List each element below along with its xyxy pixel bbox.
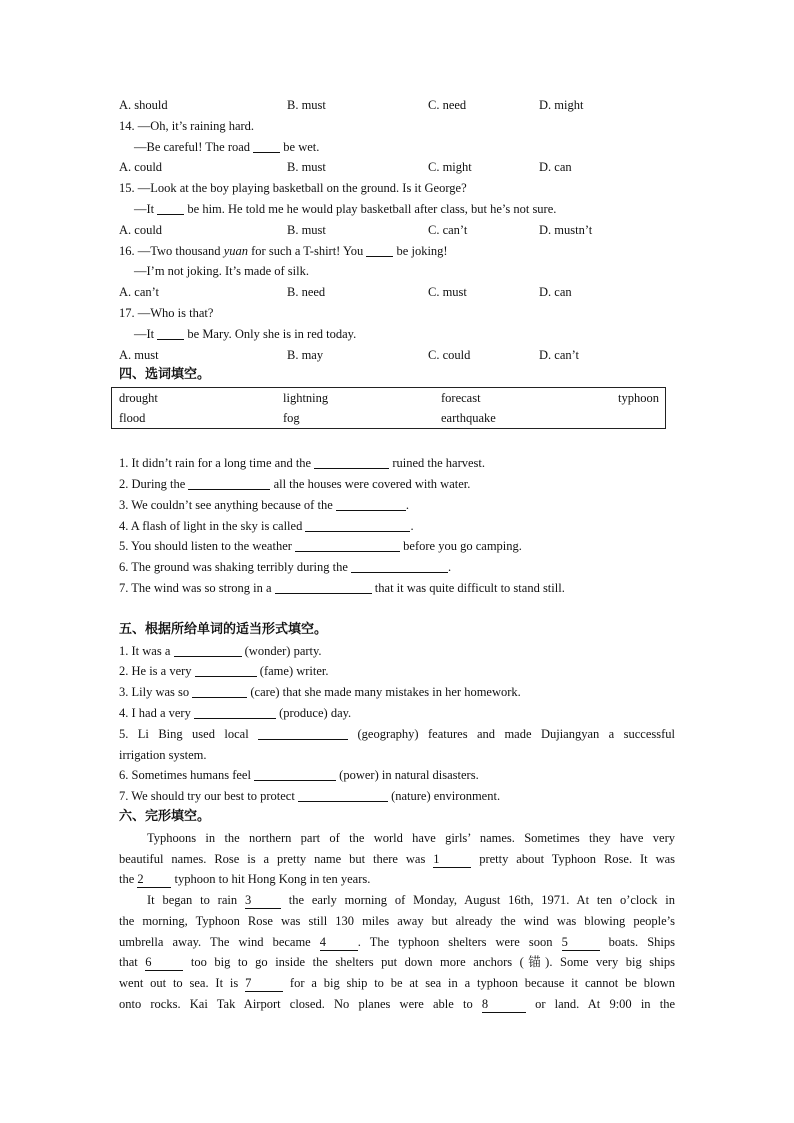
s4-item-1 bbox=[119, 453, 675, 474]
q15-option-a: A. could bbox=[119, 222, 163, 237]
cloze-line: Typhoons in the northern part of the world have girls’ names. Sometimes they have very bbox=[147, 830, 675, 845]
cloze-text: boats. Ships bbox=[608, 934, 675, 949]
cloze-blank-8: 8 bbox=[482, 997, 526, 1013]
word-bank-box bbox=[111, 387, 666, 429]
q15-option-c: C. can’t bbox=[428, 222, 468, 237]
q17-reply bbox=[119, 324, 675, 345]
s5-item-2 bbox=[119, 661, 675, 682]
q15-reply-start: —It bbox=[134, 201, 155, 216]
s5-item-1 bbox=[119, 641, 675, 662]
s4-item-2 bbox=[119, 474, 675, 495]
cloze-text: beautiful names. Rose is a pretty name but there was bbox=[119, 851, 426, 866]
fill-blank bbox=[195, 662, 257, 677]
cloze-text: It began to rain bbox=[147, 893, 238, 908]
q17-reply-end: be Mary. Only she is in red today. bbox=[187, 326, 357, 341]
q16-option-d: D. can bbox=[539, 285, 572, 300]
q14-option-d: D. can bbox=[539, 160, 572, 175]
fill-blank bbox=[258, 725, 348, 740]
fill-blank bbox=[351, 558, 448, 573]
q16-stem-end: be joking! bbox=[396, 243, 448, 258]
cloze-paragraph-2 bbox=[119, 890, 675, 1015]
s4-item-6 bbox=[119, 557, 675, 578]
s4-item-text: 5. You should listen to the weather bbox=[119, 539, 292, 554]
q14-reply-start: —Be careful! The road bbox=[134, 139, 251, 154]
fill-blank bbox=[254, 766, 336, 781]
s5-item-4 bbox=[119, 703, 675, 724]
s4-item-text: 7. The wind was so strong in a bbox=[119, 580, 272, 595]
q13-option-b: B. must bbox=[287, 98, 326, 112]
s4-item-text: . bbox=[410, 518, 414, 533]
fill-blank bbox=[336, 496, 406, 511]
q15-options bbox=[119, 220, 675, 241]
cloze-text: the early morning of Monday, August 16th, 1971. At ten o’clock in bbox=[288, 893, 676, 908]
fill-blank bbox=[295, 537, 400, 552]
q15-reply bbox=[119, 199, 675, 220]
q13-option-d: D. might bbox=[539, 98, 584, 112]
s4-item-3 bbox=[119, 495, 675, 516]
cloze-text: onto rocks. Kai Tak Airport closed. No planes were able to bbox=[119, 997, 473, 1012]
cloze-text: . The typhoon shelters were soon bbox=[357, 934, 553, 949]
q14-option-c: C. might bbox=[428, 160, 472, 175]
q13-option-c: C. need bbox=[428, 98, 467, 112]
word-bank-word: fog bbox=[283, 411, 300, 426]
s4-item-text: that it was quite difficult to stand still. bbox=[374, 580, 565, 595]
cloze-text: the bbox=[119, 872, 135, 887]
fill-blank bbox=[192, 683, 247, 698]
fill-blank bbox=[275, 579, 372, 594]
q15-stem: 15. —Look at the boy playing basketball on the ground. Is it George? bbox=[119, 181, 467, 196]
s4-item-text: 3. We couldn’t see anything because of the bbox=[119, 497, 333, 512]
cloze-blank-5: 5 bbox=[562, 935, 600, 951]
section6-heading: 六、完形填空。 bbox=[119, 808, 211, 824]
worksheet-page bbox=[119, 95, 675, 1015]
q14-stem: 14. —Oh, it’s raining hard. bbox=[119, 118, 255, 133]
q16-stem-start: 16. —Two thousand bbox=[119, 243, 221, 258]
fill-blank bbox=[305, 517, 410, 532]
s5-item-5 bbox=[119, 724, 675, 766]
q16-stem-mid: for such a T-shirt! You bbox=[251, 243, 364, 258]
cloze-line bbox=[119, 890, 675, 911]
s5-item-3 bbox=[119, 682, 675, 703]
cloze-text: pretty about Typhoon Rose. It was bbox=[479, 851, 676, 866]
q17-option-a: A. must bbox=[119, 347, 159, 362]
cloze-text: went out to sea. It is bbox=[119, 976, 239, 991]
q16-stem-italic: yuan bbox=[223, 243, 248, 258]
cloze-line: the morning, Typhoon Rose was still 130 miles away but already the wind was blowing people’s bbox=[119, 913, 675, 928]
cloze-blank-4: 4 bbox=[320, 935, 358, 951]
section4-heading: 四、选词填空。 bbox=[119, 367, 211, 383]
word-bank-word: earthquake bbox=[441, 411, 496, 426]
cloze-blank-7: 7 bbox=[245, 976, 283, 992]
s5-item-6 bbox=[119, 765, 675, 786]
cloze-text: too big to go inside the shelters put down more anchors (锚). Some very big ships bbox=[190, 955, 675, 970]
s5-item-5-line bbox=[119, 724, 675, 745]
q14-options bbox=[119, 157, 675, 178]
fill-blank bbox=[194, 704, 276, 719]
cloze-blank-1: 1 bbox=[433, 852, 471, 868]
cloze-text: or land. At 9:00 in the bbox=[535, 997, 675, 1012]
s5-item-text: 3. Lily was so bbox=[119, 685, 190, 700]
section5-heading: 五、根据所给单词的适当形式填空。 bbox=[119, 621, 328, 637]
s5-item-text: (care) that she made many mistakes in her homework. bbox=[250, 685, 521, 700]
fill-blank bbox=[314, 454, 389, 469]
s5-item-text: (power) in natural disasters. bbox=[339, 768, 479, 783]
fill-blank bbox=[188, 475, 270, 490]
s4-item-text: before you go camping. bbox=[403, 539, 522, 554]
q17-option-b: B. may bbox=[287, 347, 324, 362]
q16-blank bbox=[366, 242, 393, 257]
cloze-blank-3: 3 bbox=[245, 893, 281, 909]
s4-item-text: 4. A flash of light in the sky is called bbox=[119, 518, 303, 533]
word-bank-word: typhoon bbox=[618, 391, 659, 406]
q17-option-c: C. could bbox=[428, 347, 471, 362]
cloze-line bbox=[119, 994, 675, 1015]
s4-item-text: 1. It didn’t rain for a long time and the bbox=[119, 456, 312, 471]
s5-item-text: 2. He is a very bbox=[119, 664, 192, 679]
q13-option-a: A. should bbox=[119, 98, 168, 112]
q16-stem bbox=[119, 241, 675, 262]
fill-blank bbox=[298, 787, 388, 802]
s4-item-text: 2. During the bbox=[119, 476, 186, 491]
s4-item-text: . bbox=[448, 560, 452, 575]
q15-reply-end: be him. He told me he would play basketball after class, but he’s not sure. bbox=[187, 201, 557, 216]
q15-option-d: D. mustn’t bbox=[539, 222, 593, 237]
q16-option-a: A. can’t bbox=[119, 285, 160, 300]
q17-option-d: D. can’t bbox=[539, 347, 580, 362]
cloze-text: that bbox=[119, 955, 138, 970]
s4-item-text: all the houses were covered with water. bbox=[273, 476, 471, 491]
q16-options bbox=[119, 282, 675, 303]
q16-option-b: B. need bbox=[287, 285, 326, 300]
s4-item-4 bbox=[119, 516, 675, 537]
cloze-line bbox=[119, 869, 675, 890]
s4-item-7 bbox=[119, 578, 675, 599]
s5-item-text: (wonder) party. bbox=[244, 643, 322, 658]
s5-item-text: (fame) writer. bbox=[259, 664, 329, 679]
s5-item-text: 4. I had a very bbox=[119, 705, 191, 720]
q16-reply: —I’m not joking. It’s made of silk. bbox=[134, 264, 309, 279]
s5-item-text: 5. Li Bing used local bbox=[119, 726, 249, 741]
s4-item-5 bbox=[119, 536, 675, 557]
s5-item-text: 7. We should try our best to protect bbox=[119, 789, 295, 804]
q15-blank bbox=[157, 200, 184, 215]
q14-option-b: B. must bbox=[287, 160, 326, 175]
cloze-line bbox=[119, 849, 675, 870]
s5-item-text: 1. It was a bbox=[119, 643, 171, 658]
s4-item-text: 6. The ground was shaking terribly during the bbox=[119, 560, 348, 575]
q16-option-c: C. must bbox=[428, 285, 467, 300]
q17-blank bbox=[157, 325, 184, 340]
cloze-paragraph-1 bbox=[119, 828, 675, 890]
s5-item-text: (produce) day. bbox=[279, 705, 352, 720]
cloze-text: umbrella away. The wind became bbox=[119, 934, 311, 949]
s5-item-text: (geography) features and made Dujiangyan a successful bbox=[357, 726, 676, 741]
s5-item-text: 6. Sometimes humans feel bbox=[119, 768, 251, 783]
word-bank-word: flood bbox=[119, 411, 146, 426]
word-bank-word: forecast bbox=[441, 391, 481, 406]
cloze-text: for a big ship to be at sea in a typhoon because it cannot be blown bbox=[289, 976, 676, 991]
word-bank-word: drought bbox=[119, 391, 158, 406]
cloze-line bbox=[119, 973, 675, 994]
cloze-line bbox=[119, 952, 675, 973]
q17-stem: 17. —Who is that? bbox=[119, 305, 214, 320]
cloze-blank-2: 2 bbox=[137, 872, 171, 888]
q17-reply-start: —It bbox=[134, 326, 155, 341]
s4-item-text: ruined the harvest. bbox=[392, 456, 486, 471]
q14-reply bbox=[119, 137, 675, 158]
cloze-text: typhoon to hit Hong Kong in ten years. bbox=[174, 872, 371, 887]
s5-item-text: (nature) environment. bbox=[391, 789, 501, 804]
cloze-blank-6: 6 bbox=[145, 955, 183, 971]
q14-option-a: A. could bbox=[119, 160, 163, 175]
q14-blank bbox=[253, 138, 280, 153]
s4-item-text: . bbox=[405, 497, 409, 512]
q14-reply-end: be wet. bbox=[283, 139, 320, 154]
q13-options bbox=[119, 95, 675, 116]
q17-options bbox=[119, 345, 675, 366]
word-bank-word: lightning bbox=[283, 391, 329, 406]
q15-option-b: B. must bbox=[287, 222, 326, 237]
s5-item-5-cont: irrigation system. bbox=[119, 747, 207, 762]
fill-blank bbox=[174, 642, 242, 657]
cloze-line bbox=[119, 932, 675, 953]
s5-item-7 bbox=[119, 786, 675, 807]
